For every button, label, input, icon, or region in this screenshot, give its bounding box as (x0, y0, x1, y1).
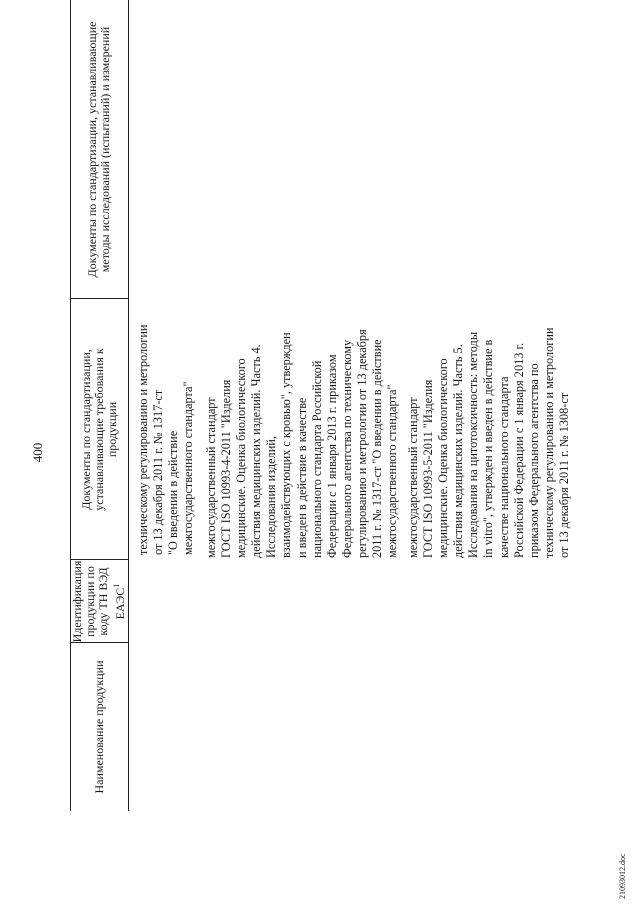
continuation-text: техническому регулированию и метрологии от 13 декабря 2011 г. № 1317-ст "О введении в действие межгосударственного стандарта" (136, 324, 196, 555)
standard-entry-iso-10993-4: межгосударственный стандарт ГОСТ ISO 10993-4-2011 "Изделия медицинские. Оценка биологического действия медицинских изделий. Часть 4. Исследования изделий, взаимодействующих с кровью", утвержден и введен в действие в качестве национального стандарта Российской Федерации с 1 января 2013 г. приказом Федерального агентства по техническому регулированию и метрологии от 13 декабря 2011 г. № 1317-ст "О введении в действие межгосударственного стандарта" (204, 329, 400, 558)
standard-entry-iso-10993-5: межгосударственный стандарт ГОСТ ISO 10993-5-2011 "Изделия медицинские. Оценка биологического действия медицинских изделий. Часть 5. Исследования на цитотоксичность: методы in vitro", утвержден и введен в действие в качестве национального стандарта Российской Федерации с 1 января 2013 г. приказом Федерального агентства по техническому регулированию и метрологии от 13 декабря 2011 г. № 1308-ст (406, 327, 571, 558)
header-methods-docs: Документы по стандартизации, устанавливающие методы исследований (испытаний) и измерений (85, 21, 112, 278)
header-requirements-docs: Документы по стандартизации, устанавливающие требования к продукции (78, 348, 119, 511)
header-product-name: Наименование продукции (91, 660, 106, 794)
table-header-border (128, 0, 129, 811)
page-number: 400 (30, 442, 45, 463)
header-tn-ved-code: Идентификация продукции по коду ТН ВЭД ЕАЭС$^1$ (70, 560, 127, 643)
footer-doc-code: 21093012.doc (618, 853, 627, 899)
footnote-marker: 1 (112, 583, 121, 588)
